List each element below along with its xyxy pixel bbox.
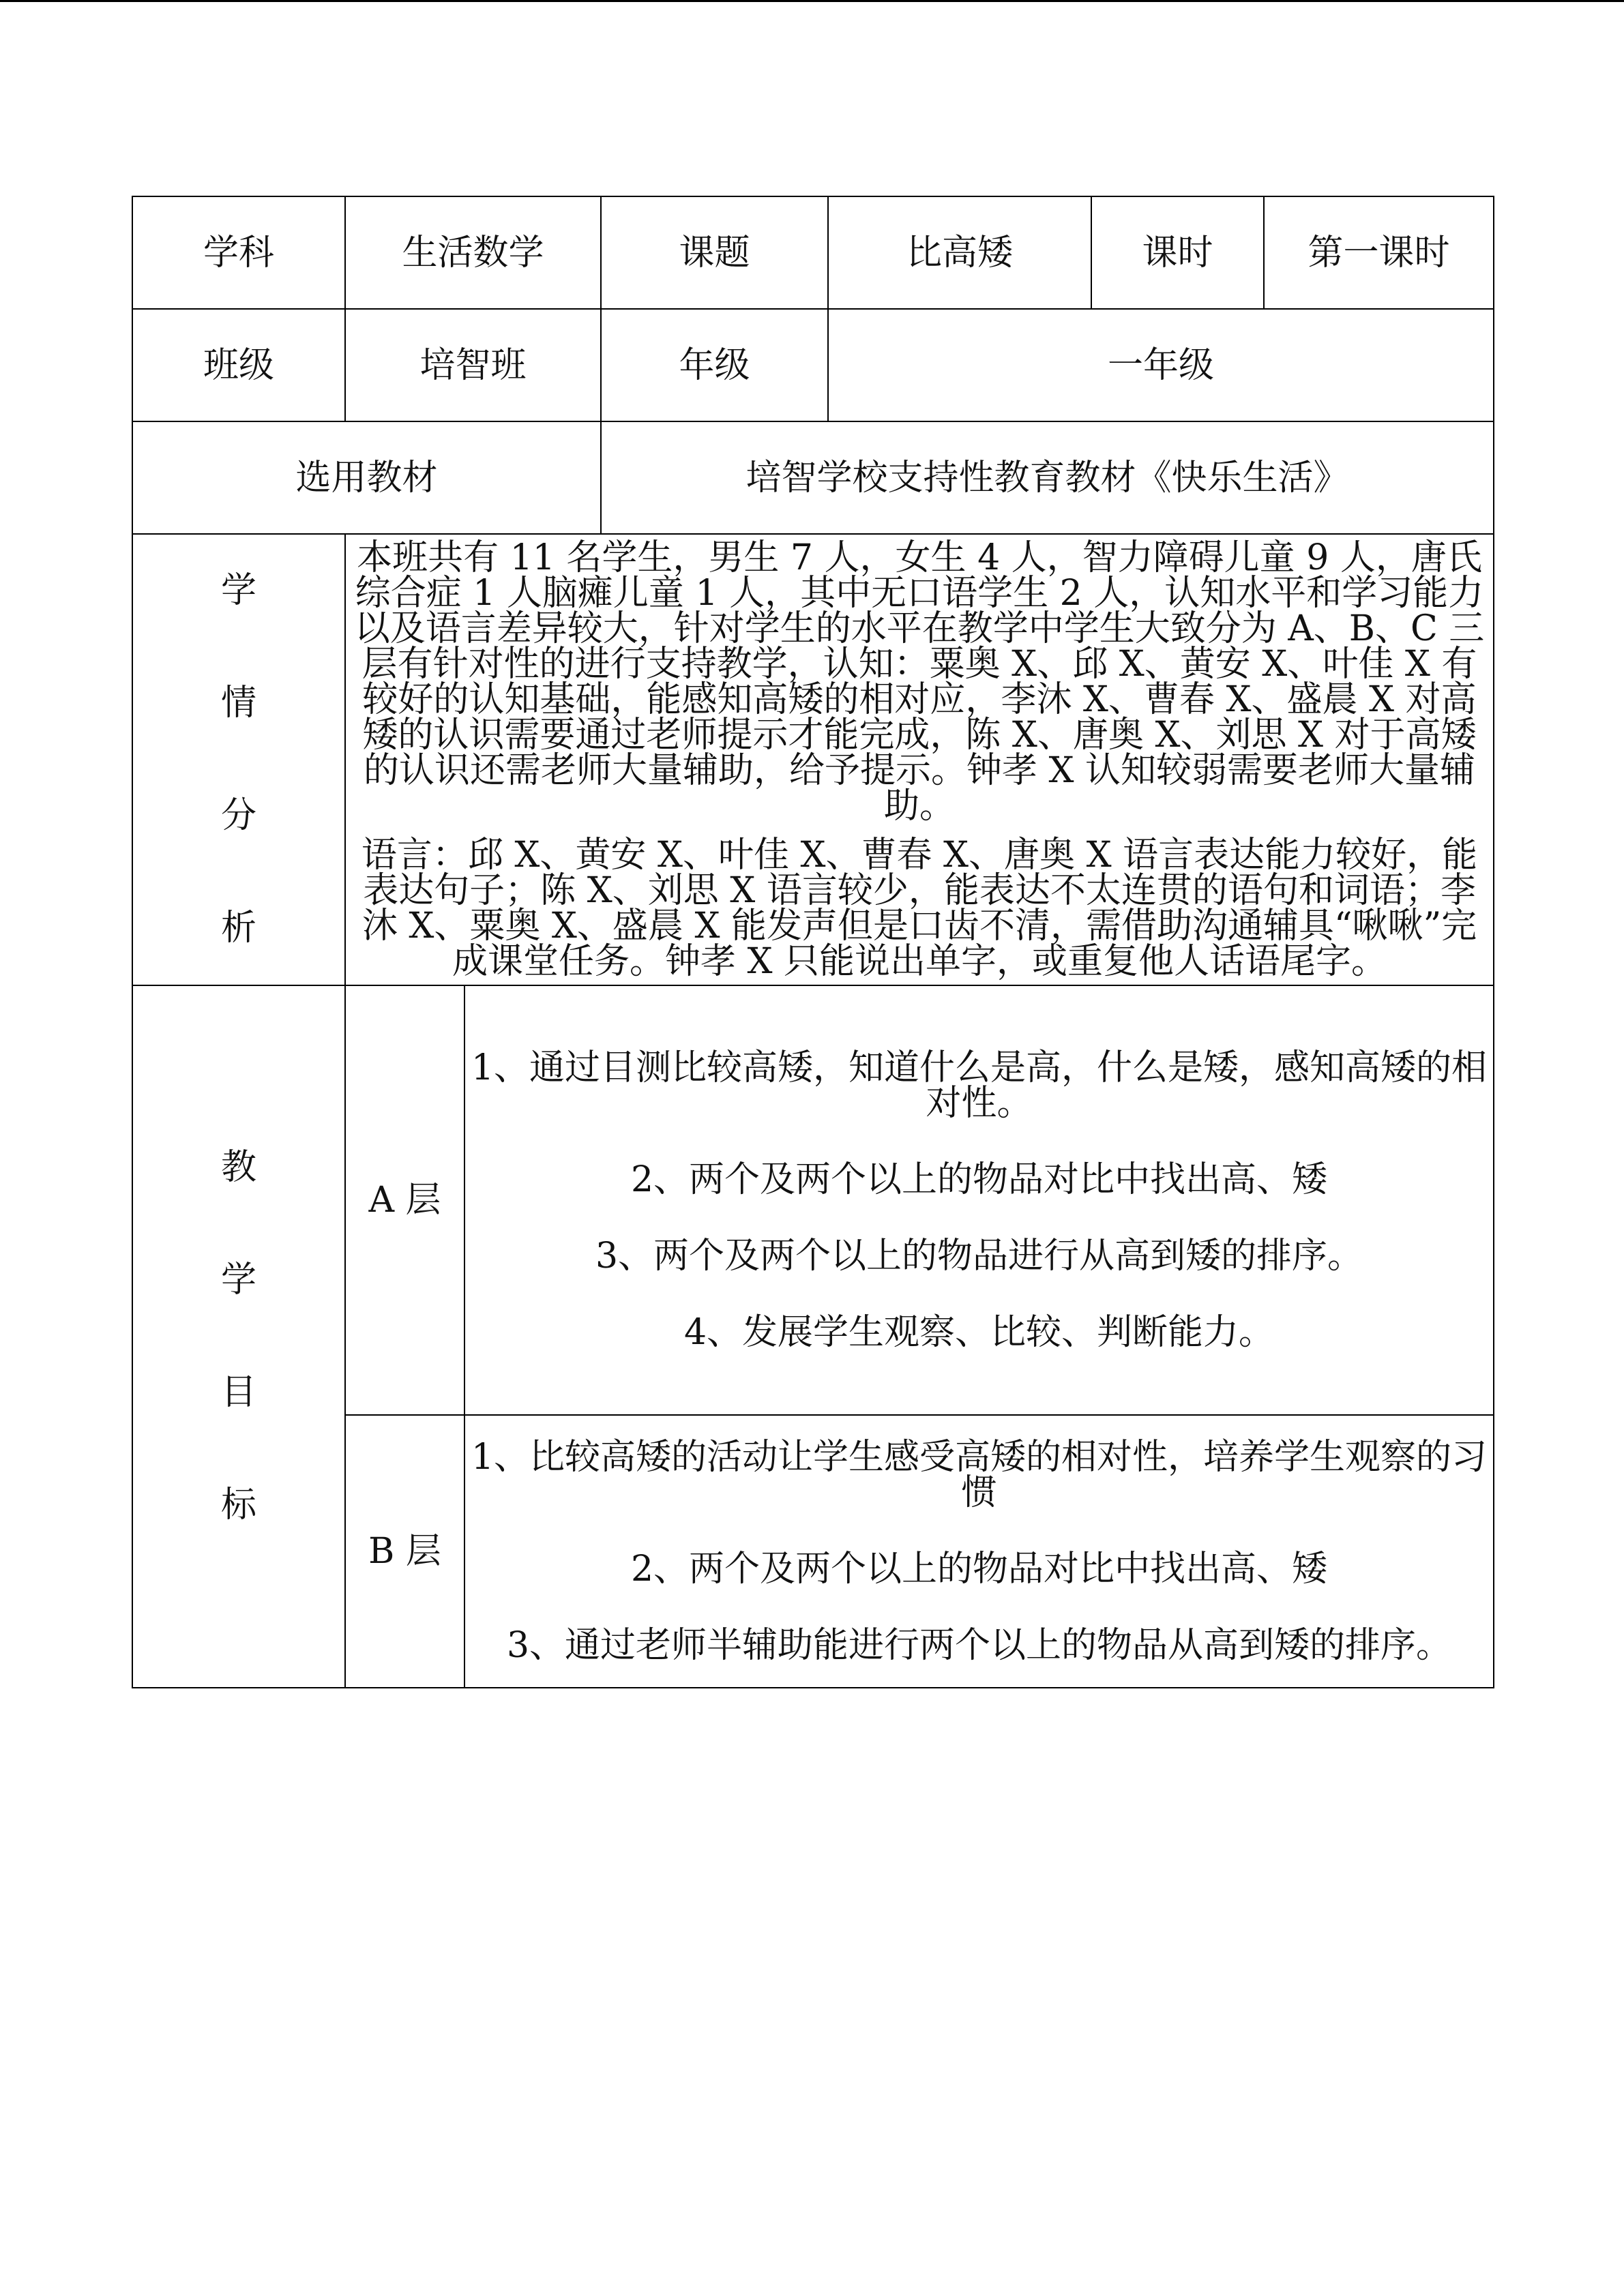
layer-a-label: A 层 [345,985,464,1415]
row-textbook [132,421,1494,534]
page-top-border [0,0,1624,2]
grade-value: 一年级 [828,309,1494,421]
row-class [132,309,1494,421]
analysis-cognition-paragraph: 本班共有 11 名学生，男生 7 人，女生 4 人，智力障碍儿童 9 人，唐氏综合症 1 人脑瘫儿童 1 人，其中无口语学生 2 人，认知水平和学习能力以及语言差异较大，针对学生的水平在教学中学生大致分为 A、B、C 三层有针对性的进行支持教学，认知：粟奥 X、邱 X、黄安 X、叶佳 X 有较好的认知基础，能感知高矮的相对应，李沐 X、曹春 X、盛晨 X 对高矮的认识需要通过老师提示才能完成，陈 X、唐奥 X、刘思 X 对于高矮的认识还需老师大量辅助，给予提示。钟孝 X 认知较弱需要老师大量辅助。 [354,537,1485,826]
row-subject [132,196,1494,309]
analysis-label-char: 学 [220,570,256,611]
layer-b-label: B 层 [345,1415,464,1688]
subject-value: 生活数学 [345,196,601,309]
analysis-label [132,534,345,985]
topic-value: 比高矮 [828,196,1091,309]
goal-item: 2、两个及两个以上的物品对比中找出高、矮 [630,1549,1328,1590]
period-label: 课时 [1091,196,1264,309]
layer-b-goals [464,1415,1494,1688]
row-objectives-a [132,985,1494,1415]
textbook-value: 培智学校支持性教育教材《快乐生活》 [601,421,1494,534]
analysis-language-paragraph: 语言：邱 X、黄安 X、叶佳 X、曹春 X、唐奥 X 语言表达能力较好，能表达句子；陈 X、刘思 X 语言较少，能表达不太连贯的语句和词语；李沐 X、粟奥 X、盛晨 X 能发声但是口齿不清，需借助沟通辅具“啾啾”完成课堂任务。钟孝 X 只能说出单字，或重复他人话语尾字。 [361,835,1478,982]
lesson-plan-table [132,196,1494,1688]
layer-a-goals [464,985,1494,1415]
objectives-label-char: 教 [220,1147,256,1188]
topic-label: 课题 [601,196,828,309]
objectives-label [132,985,345,1688]
analysis-content [345,534,1494,985]
subject-label: 学科 [132,196,345,309]
objectives-label-char: 标 [220,1485,256,1525]
goal-item: 2、两个及两个以上的物品对比中找出高、矮 [630,1159,1328,1200]
goal-item: 4、发展学生观察、比较、判断能力。 [683,1312,1275,1353]
goal-item: 1、比较高矮的活动让学生感受高矮的相对性，培养学生观察的习惯 [471,1437,1488,1513]
goal-item: 3、通过老师半辅助能进行两个以上的物品从高到矮的排序。 [506,1625,1452,1666]
objectives-label-char: 目 [220,1372,256,1413]
class-value: 培智班 [345,309,601,421]
objectives-label-char: 学 [220,1259,256,1300]
row-analysis [132,534,1494,985]
grade-label: 年级 [601,309,828,421]
goal-item: 3、两个及两个以上的物品进行从高到矮的排序。 [595,1236,1363,1277]
goal-item: 1、通过目测比较高矮，知道什么是高，什么是矮，感知高矮的相对性。 [471,1047,1488,1124]
analysis-label-char: 析 [220,908,256,949]
period-value: 第一课时 [1264,196,1494,309]
analysis-label-char: 情 [220,683,256,724]
analysis-label-char: 分 [220,795,256,836]
textbook-label: 选用教材 [132,421,601,534]
class-label: 班级 [132,309,345,421]
